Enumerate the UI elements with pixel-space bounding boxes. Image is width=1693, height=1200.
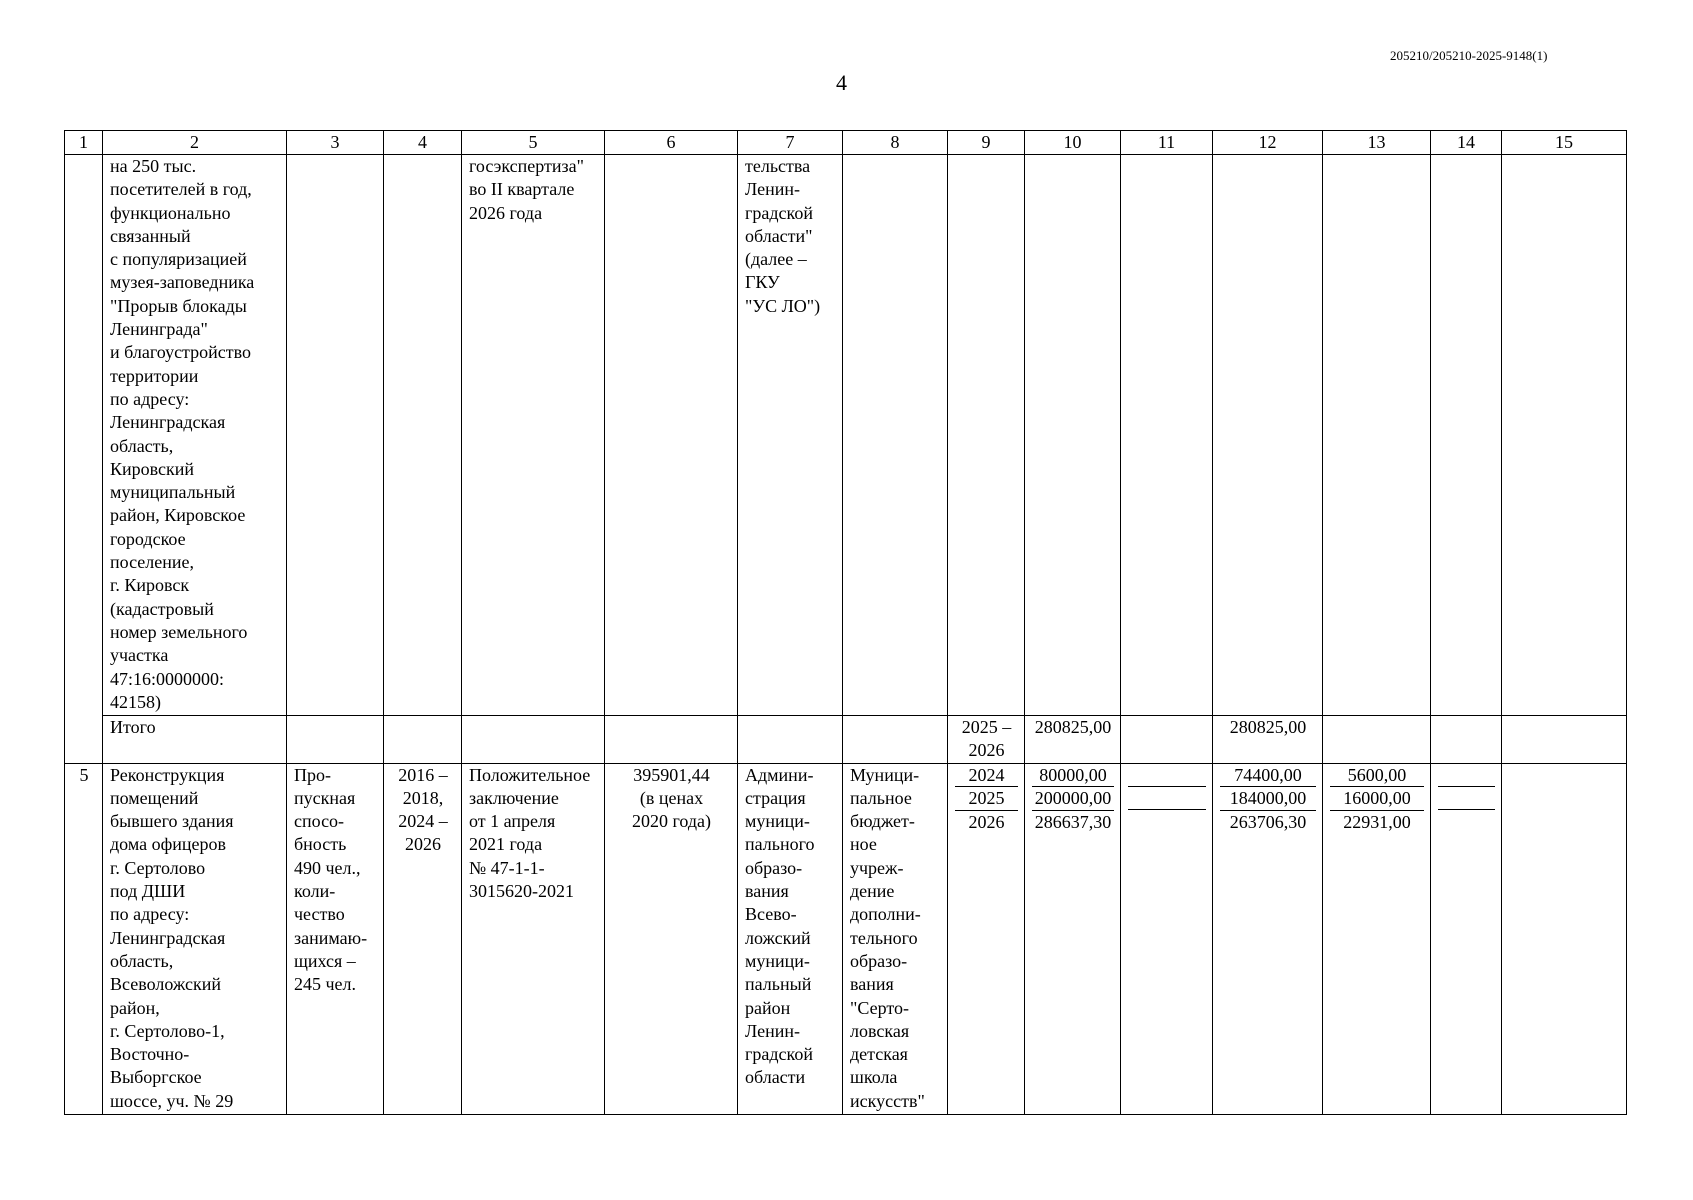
local-2025: 16000,00: [1330, 787, 1424, 811]
other-subtable: [1438, 764, 1495, 832]
cell-empty: [843, 716, 948, 764]
col-header-8: 8: [843, 131, 948, 155]
other-2026: [1438, 809, 1495, 832]
total-period: 2025 – 2026: [948, 716, 1025, 764]
col-header-14: 14: [1431, 131, 1502, 155]
col-header-10: 10: [1025, 131, 1121, 155]
federal-column: [1121, 763, 1213, 1114]
object-row-5: [65, 763, 1627, 1114]
local-2026: 22931,00: [1343, 811, 1411, 832]
document-id: 205210/205210-2025-9148(1): [1390, 48, 1548, 63]
cell-empty: [287, 716, 384, 764]
col-header-5: 5: [462, 131, 605, 155]
cell-empty: [738, 716, 843, 764]
cell-empty: [948, 155, 1025, 716]
col-header-9: 9: [948, 131, 1025, 155]
col-header-13: 13: [1323, 131, 1431, 155]
column-number-row: [65, 131, 1627, 155]
cell-empty: [1121, 716, 1213, 764]
col-header-12: 12: [1213, 131, 1323, 155]
cell-empty: [1213, 155, 1323, 716]
object-description: Реконструкция помещений бывшего здания дома офицеров г. Сертолово под ДШИ по адресу: Ленинградская область, Всеволожский район, г. Сертолово-1, Восточно- Выборгское шоссе, уч. № 29: [103, 763, 287, 1114]
years-subtable: [955, 764, 1018, 834]
local-column: [1323, 763, 1431, 1114]
total-label: Итого: [103, 716, 287, 764]
expertise-cont: госэкспертиза" во II квартале 2026 года: [462, 155, 605, 716]
year-2025: 2025: [955, 787, 1018, 811]
investment-table: [64, 130, 1627, 1115]
cell-empty: [384, 716, 462, 764]
cell-empty: [1502, 716, 1627, 764]
regional-2025: 184000,00: [1220, 787, 1316, 811]
col-header-2: 2: [103, 131, 287, 155]
cell-empty: [1121, 155, 1213, 716]
total-financing-column: [1025, 763, 1121, 1114]
col-header-1: 1: [65, 131, 103, 155]
year-2024: 2024: [955, 764, 1018, 787]
object-description-cont: на 250 тыс. посетителей в год, функционально связанный с популяризацией музея-заповедника "Прорыв блокады Ленинграда" и благоустройство территории по адресу: Ленинградская область, Кировский муниципальный район, Кировское городское поселение, г. Кировск (кадастровый номер земельного участка 47:16:0000000: 42158): [103, 155, 287, 716]
col-header-11: 11: [1121, 131, 1213, 155]
federal-subtable: [1128, 764, 1206, 832]
regional-subtable: [1220, 764, 1316, 834]
total-c12: 280825,00: [1213, 716, 1323, 764]
cell-empty: [65, 155, 103, 764]
regional-2024: 74400,00: [1220, 764, 1316, 787]
col-header-15: 15: [1502, 131, 1627, 155]
cell-empty: [384, 155, 462, 716]
page-number: 4: [836, 70, 847, 95]
total-2025: 200000,00: [1032, 787, 1114, 811]
local-2024: 5600,00: [1330, 764, 1424, 787]
cell-empty: [1025, 155, 1121, 716]
federal-2025: [1128, 786, 1206, 809]
regional-2026: 263706,30: [1229, 811, 1307, 832]
col-header-3: 3: [287, 131, 384, 155]
other-2024: [1438, 764, 1495, 787]
cell-empty: [1431, 716, 1502, 764]
other-2025: [1438, 786, 1495, 809]
regional-column: [1213, 763, 1323, 1114]
col-header-6: 6: [605, 131, 738, 155]
col-header-7: 7: [738, 131, 843, 155]
local-subtable: [1330, 764, 1424, 834]
construction-years: 2016 – 2018, 2024 – 2026: [384, 763, 462, 1114]
federal-2026: [1128, 809, 1206, 832]
cell-empty: [1323, 716, 1431, 764]
col-header-4: 4: [384, 131, 462, 155]
customer-cont: тельства Ленин- градской области" (далее – ГКУ "УС ЛО"): [738, 155, 843, 716]
balance-holder: Муници- пальное бюджет- ное учреж- дение дополни- тельного образо- вания "Серто- ловская детская школа искусств": [843, 763, 948, 1114]
total-financing-subtable: [1032, 764, 1114, 834]
total-c10: 280825,00: [1025, 716, 1121, 764]
estimated-cost: 395901,44 (в ценах 2020 года): [605, 763, 738, 1114]
cell-empty: [1502, 763, 1627, 1114]
years-column: [948, 763, 1025, 1114]
cell-empty: [1431, 155, 1502, 716]
cell-empty: [287, 155, 384, 716]
expertise-conclusion: Положительное заключение от 1 апреля 2021 года № 47-1-1- 3015620-2021: [462, 763, 605, 1114]
cell-empty: [1323, 155, 1431, 716]
cell-empty: [462, 716, 605, 764]
row-number: 5: [65, 763, 103, 1114]
cell-empty: [843, 155, 948, 716]
cell-empty: [605, 716, 738, 764]
total-2024: 80000,00: [1032, 764, 1114, 787]
total-row: [65, 716, 1627, 764]
other-column: [1431, 763, 1502, 1114]
year-2026: 2026: [968, 811, 1005, 832]
capacity: Про- пускная спосо- бность 490 чел., коли- чество занимаю- щихся – 245 чел.: [287, 763, 384, 1114]
cell-empty: [605, 155, 738, 716]
cell-empty: [1502, 155, 1627, 716]
total-2026: 286637,30: [1034, 811, 1112, 832]
continued-object-row: [65, 155, 1627, 716]
customer: Админи- страция муници- пального образо- вания Всево- ложский муници- пальный район Ленин- градской области: [738, 763, 843, 1114]
federal-2024: [1128, 764, 1206, 787]
